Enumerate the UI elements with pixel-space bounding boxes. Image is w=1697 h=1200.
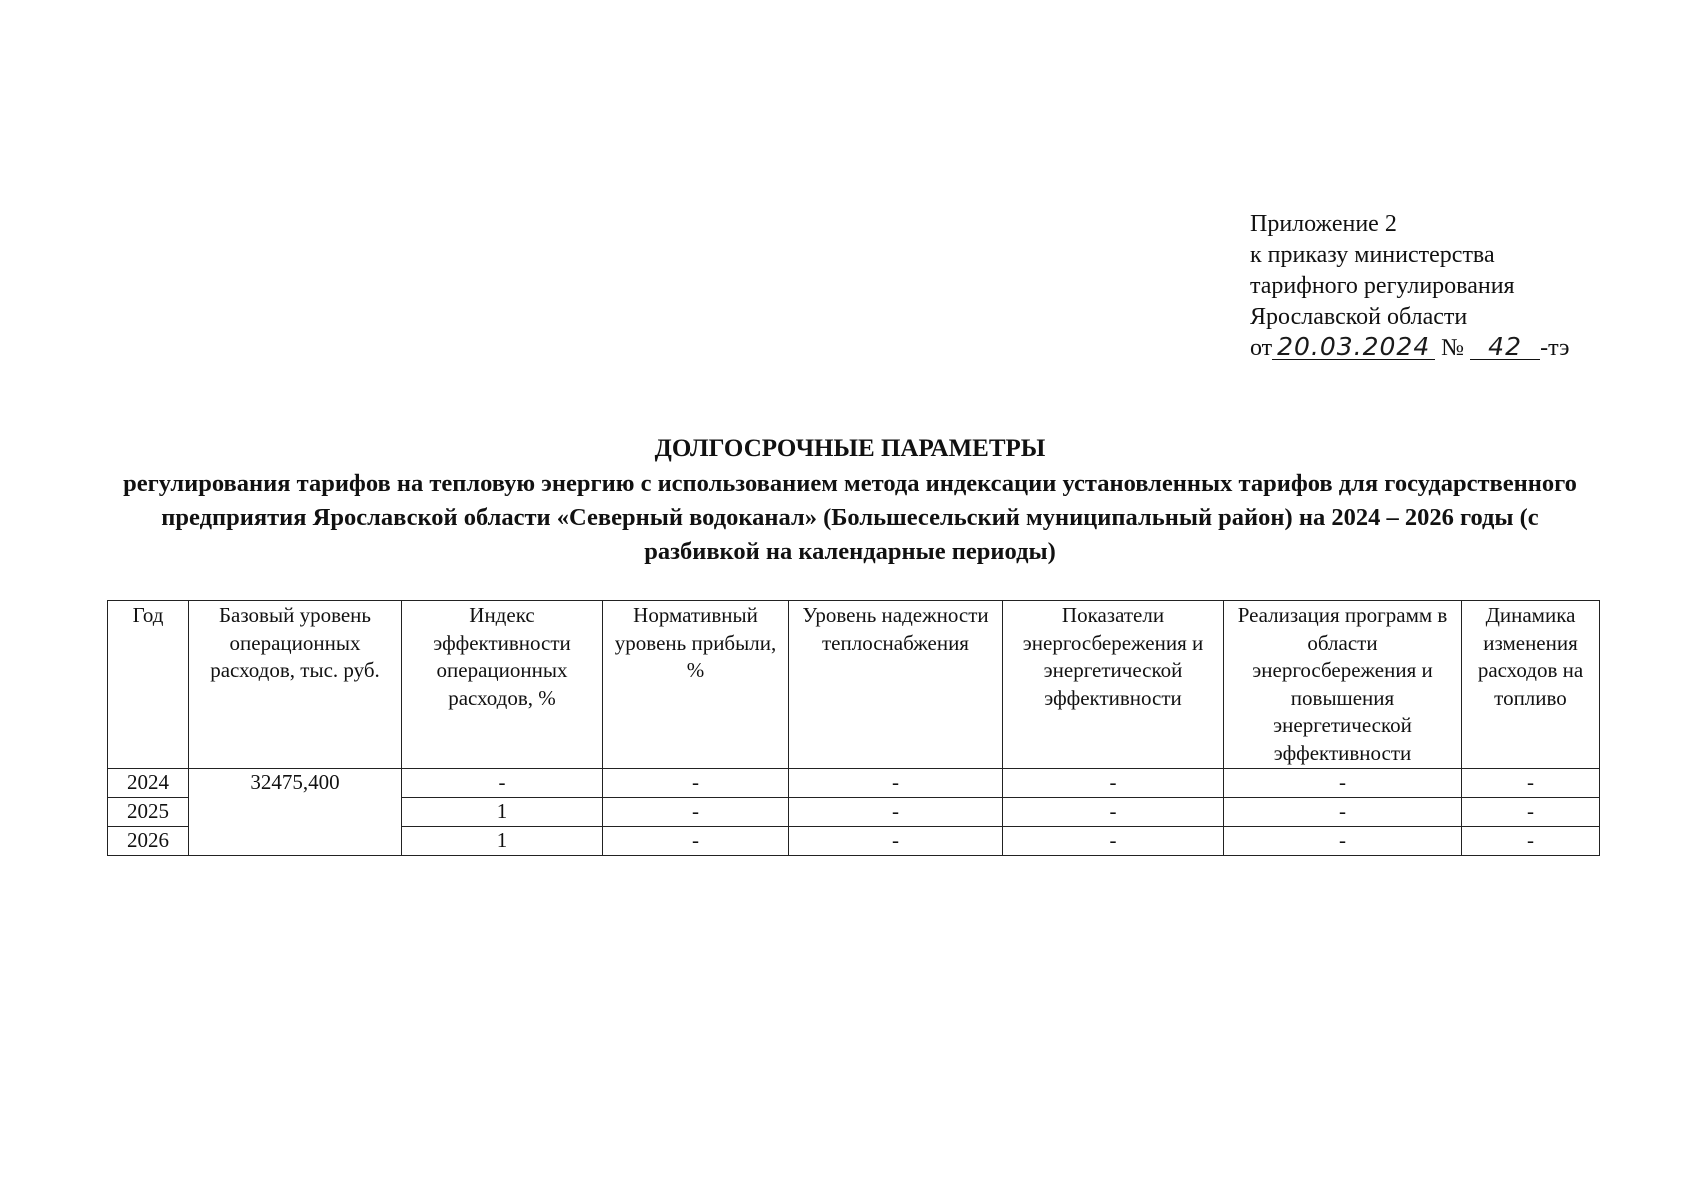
- reliability-cell: -: [789, 798, 1003, 827]
- order-reference-line: [1250, 333, 1569, 364]
- profit-cell: -: [603, 769, 789, 798]
- profit-cell: -: [603, 798, 789, 827]
- profit-cell: -: [603, 827, 789, 856]
- handwritten-number: 42: [1470, 335, 1540, 360]
- programs-cell: -: [1224, 827, 1462, 856]
- fuel-cell: -: [1462, 827, 1600, 856]
- fuel-cell: -: [1462, 798, 1600, 827]
- appendix-line: тарифного регулирования: [1250, 273, 1515, 299]
- number-suffix: -тэ: [1540, 335, 1570, 361]
- reliability-cell: -: [789, 769, 1003, 798]
- appendix-line: к приказу министерства: [1250, 242, 1495, 268]
- document-subtitle: регулирования тарифов на тепловую энергию с использованием метода индексации установленных тарифов для государственного предприятия Ярославской области «Северный водоканал» (Большесельский муниципальный район) на 2024 – 2026 годы (с разбивкой на календарные периоды): [123, 470, 1577, 565]
- header-programs: Реализация программ в области энергосбережения и повышения энергетической эффективности: [1224, 601, 1462, 769]
- fuel-cell: -: [1462, 769, 1600, 798]
- date-prefix: от: [1250, 335, 1273, 361]
- savings-cell: -: [1003, 798, 1224, 827]
- appendix-block: [1250, 209, 1569, 364]
- table-row: [108, 769, 1600, 798]
- header-base-level: Базовый уровень операционных расходов, тыс. руб.: [189, 601, 402, 769]
- year-cell: 2024: [108, 769, 189, 798]
- year-cell: 2025: [108, 798, 189, 827]
- index-cell: -: [402, 769, 603, 798]
- table-header-row: [108, 601, 1600, 769]
- programs-cell: -: [1224, 769, 1462, 798]
- savings-cell: -: [1003, 769, 1224, 798]
- document-title: ДОЛГОСРОЧНЫЕ ПАРАМЕТРЫ: [654, 435, 1046, 462]
- header-efficiency-index: Индекс эффективности операционных расходов, %: [402, 601, 603, 769]
- header-reliability: Уровень надежности теплоснабжения: [789, 601, 1003, 769]
- handwritten-date: 20.03.2024: [1272, 335, 1435, 360]
- index-cell: 1: [402, 827, 603, 856]
- parameters-table: [107, 600, 1600, 856]
- appendix-line: Ярославской области: [1250, 304, 1468, 330]
- index-cell: 1: [402, 798, 603, 827]
- appendix-line: Приложение 2: [1250, 211, 1397, 237]
- number-prefix: №: [1441, 335, 1465, 361]
- programs-cell: -: [1224, 798, 1462, 827]
- year-cell: 2026: [108, 827, 189, 856]
- header-fuel-dynamics: Динамика изменения расходов на топливо: [1462, 601, 1600, 769]
- header-profit-level: Нормативный уровень прибыли, %: [603, 601, 789, 769]
- base-level-cell: 32475,400: [189, 769, 402, 856]
- header-year: Год: [108, 601, 189, 769]
- savings-cell: -: [1003, 827, 1224, 856]
- header-energy-saving: Показатели энергосбережения и энергетической эффективности: [1003, 601, 1224, 769]
- reliability-cell: -: [789, 827, 1003, 856]
